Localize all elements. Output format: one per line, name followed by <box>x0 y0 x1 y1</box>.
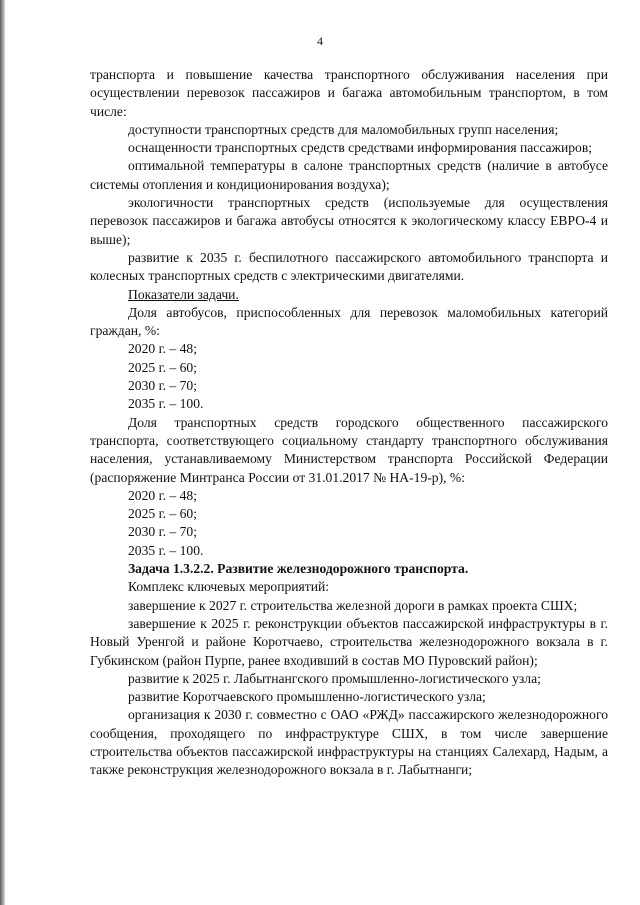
indicator-title: Доля автобусов, приспособленных для перевозок маломобильных категорий граждан, %: <box>90 304 608 339</box>
list-item: оснащенности транспортных средств средствами информирования пассажиров; <box>128 140 593 156</box>
list-item: развитие к 2025 г. Лабытнангского промышленно-логистического узла; <box>128 670 541 686</box>
indicator-value: 2035 г. – 100. <box>128 396 204 412</box>
paragraph: транспорта и повышение качества транспортного обслуживания населения при осуществлении перевозок пассажиров и багажа автомобильным транспортом, в том числе: <box>90 67 608 119</box>
task-heading: Задача 1.3.2.2. Развитие железнодорожного транспорта. <box>128 561 469 577</box>
indicator-value: 2020 г. – 48; <box>128 487 197 503</box>
indicator-value: 2030 г. – 70; <box>128 524 197 540</box>
list-item: развитие к 2035 г. беспилотного пассажирского автомобильного транспорта и колесных транспортных средств с электрическими двигателями. <box>90 249 608 284</box>
document-body <box>90 66 608 780</box>
indicator-value: 2025 г. – 60; <box>128 359 197 375</box>
list-item: завершение к 2027 г. строительства железной дороги в рамках проекта СШХ; <box>128 597 578 613</box>
page-number: 4 <box>317 34 323 48</box>
list-item: организация к 2030 г. совместно с ОАО «РЖД» пассажирского железнодорожного сообщения, проходящего по инфраструктуре СШХ, в том числе завершение строительства объектов пассажирской инфраструктуры на станциях Салехард, Надым, а также реконструкция железнодорожного вокзала в г. Лабытнанги; <box>90 707 608 778</box>
paragraph: Комплекс ключевых мероприятий: <box>128 579 330 595</box>
list-item: доступности транспортных средств для маломобильных групп населения; <box>128 121 559 137</box>
indicators-heading: Показатели задачи. <box>128 286 239 302</box>
list-item: завершение к 2025 г. реконструкции объектов пассажирской инфраструктуры в г. Новый Уренгой и районе Коротчаево, строительства железнодорожного вокзала в г. Губкинском (район Пурпе, ранее входивший в состав МО Пуровский район); <box>90 615 608 668</box>
indicator-value: 2030 г. – 70; <box>128 378 197 394</box>
list-item: оптимальной температуры в салоне транспортных средств (наличие в автобусе системы отопления и кондиционирования воздуха); <box>90 158 608 192</box>
indicator-value: 2035 г. – 100. <box>128 542 204 558</box>
list-item: экологичности транспортных средств (используемые для осуществления перевозок пассажиров и багажа автобусы относятся к экологическому классу ЕВРО-4 и выше); <box>90 195 608 247</box>
list-item: развитие Коротчаевского промышленно-логистического узла; <box>128 689 486 705</box>
scan-left-edge <box>0 0 5 905</box>
indicator-value: 2025 г. – 60; <box>128 506 197 522</box>
indicator-value: 2020 г. – 48; <box>128 341 197 357</box>
indicator-title: Доля транспортных средств городского общественного пассажирского транспорта, соответствующего социальному стандарту транспортного обслуживания населения, устанавливаемому Министерством транспорта Российской Федерации (распоряжение Минтранса России от 31.01.2017 № НА-19-р), %: <box>90 414 608 485</box>
section-heading <box>90 286 608 304</box>
